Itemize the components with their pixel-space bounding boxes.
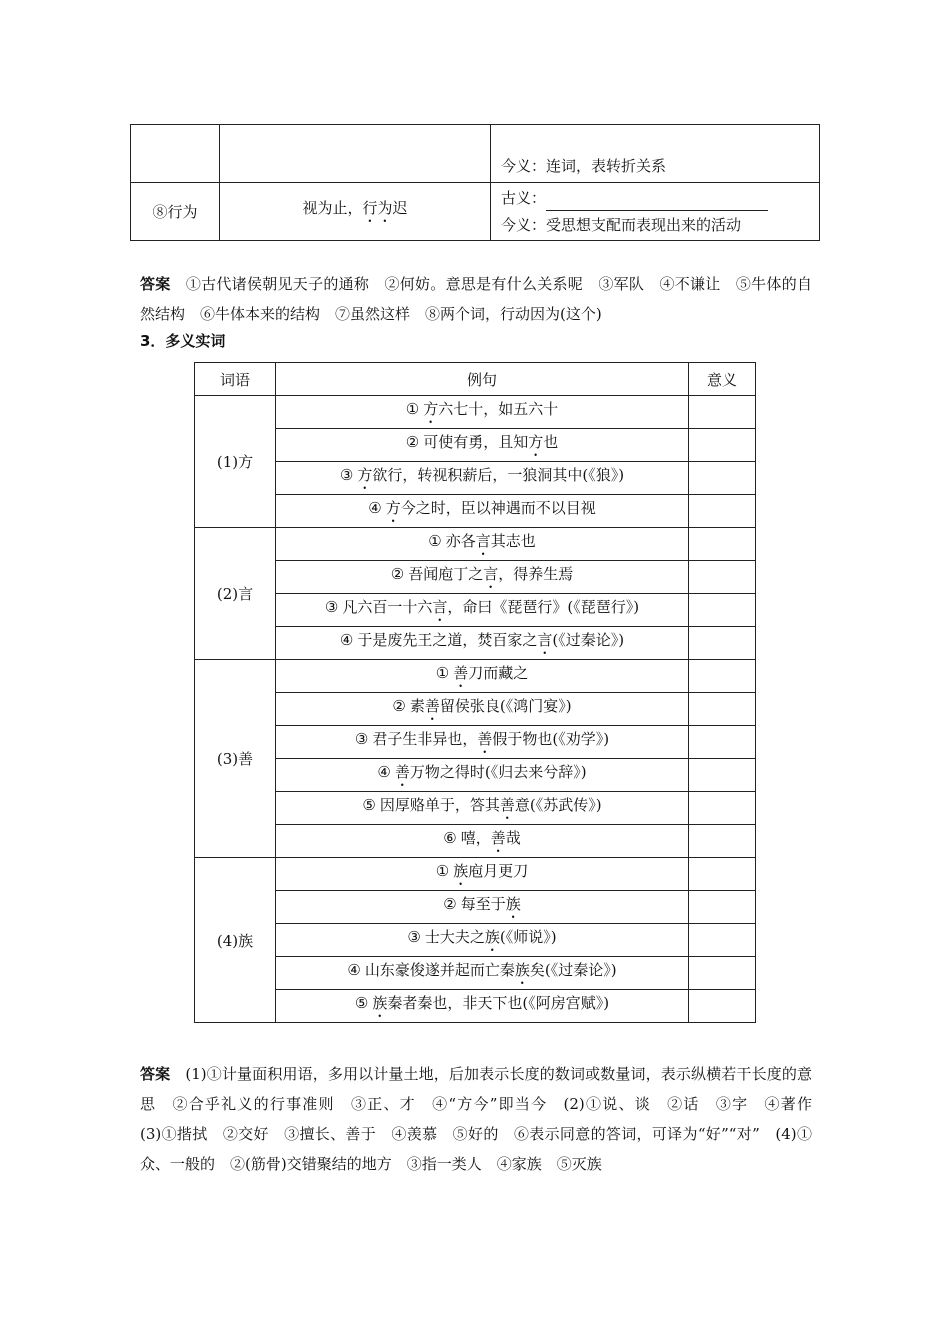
fill-blank	[546, 196, 768, 211]
emphasized-char: 善	[477, 729, 493, 748]
emphasized-char: 善	[499, 795, 515, 814]
example-text: 每至于	[460, 894, 506, 913]
example-number: ④	[368, 498, 382, 517]
example-text: 因厚赂单于，答其	[379, 795, 500, 814]
example-text: (《过秦论》)	[552, 630, 625, 649]
meaning-cell	[689, 891, 756, 924]
example-text: 可使有勇，且知	[423, 432, 529, 451]
example-cell	[276, 891, 689, 924]
emphasized-char: 族	[514, 960, 530, 979]
emphasized-char: 善	[490, 828, 506, 847]
example-cell	[276, 858, 689, 891]
example-text: 嘻，	[460, 828, 491, 847]
meaning-cell	[689, 858, 756, 891]
meaning-cell	[689, 726, 756, 759]
meaning-cell	[689, 429, 756, 462]
table-row	[195, 858, 756, 891]
example-number: ②	[405, 432, 420, 451]
modern-meaning: 今义：受思想支配而表现出来的活动	[501, 215, 742, 234]
meaning-cell	[689, 792, 756, 825]
example-number: ⑤	[362, 795, 376, 814]
example-number: ④	[377, 762, 391, 781]
table-row	[195, 759, 756, 792]
header-meaning: 意义	[689, 363, 756, 396]
table-row	[195, 957, 756, 990]
emphasized-char: 言	[483, 564, 499, 583]
example-text: 六七十，如五六十	[438, 399, 559, 418]
emphasized-char: 族	[484, 927, 500, 946]
table-row	[195, 528, 756, 561]
meaning-cell	[689, 396, 756, 429]
table-row	[195, 495, 756, 528]
emphasized-char: 善	[424, 696, 440, 715]
example-number: ②	[390, 564, 405, 583]
meaning-cell	[689, 759, 756, 792]
example-text: 秦者秦也，非天下也(《阿房宫赋》)	[387, 993, 610, 1012]
emphasized-char: 言	[475, 531, 491, 550]
emphasized-char: 族	[372, 993, 388, 1012]
table-row	[195, 891, 756, 924]
section-title: 3．多义实词	[140, 332, 226, 350]
table-row	[195, 693, 756, 726]
table-row	[195, 627, 756, 660]
emphasized-char: 为	[377, 199, 393, 217]
example-text: 也	[543, 432, 559, 451]
example-cell	[276, 462, 689, 495]
example-cell	[276, 627, 689, 660]
example-text: ，得养生焉	[498, 564, 574, 583]
answer-label: 答案	[140, 1065, 171, 1083]
meaning-cell	[689, 660, 756, 693]
example-number: ③	[324, 597, 339, 616]
word-cell: (4)族	[195, 858, 276, 1023]
example-number: ⑤	[354, 993, 369, 1012]
meaning-cell	[689, 825, 756, 858]
example-text: 于是废先王之道，焚百家之	[357, 630, 538, 649]
table-row	[195, 924, 756, 957]
table-header-row	[195, 363, 756, 396]
example-number: ③	[339, 465, 354, 484]
example-number: ③	[354, 729, 369, 748]
table-row	[195, 825, 756, 858]
table-row	[195, 561, 756, 594]
example-number: ③	[407, 927, 421, 946]
table-row	[195, 594, 756, 627]
example-text: 刀而藏之	[468, 663, 529, 682]
header-word: 词语	[195, 363, 276, 396]
meaning-cell	[689, 924, 756, 957]
example-cell	[276, 957, 689, 990]
example-number: ⑥	[443, 828, 457, 847]
meaning-cell	[689, 990, 756, 1023]
meaning-cell	[689, 693, 756, 726]
example-text: 君子生非异也，	[372, 729, 478, 748]
emphasized-char: 言	[432, 597, 448, 616]
example-text: 假于物也(《劝学》)	[492, 729, 610, 748]
table-row	[195, 396, 756, 429]
table-row	[195, 792, 756, 825]
emphasized-char: 族	[505, 894, 521, 913]
example-cell: 视为止，行为迟	[220, 183, 491, 241]
emphasized-char: 善	[453, 663, 469, 682]
meaning-cell	[689, 561, 756, 594]
example-text: 庖月更刀	[468, 861, 529, 880]
example-text: 吾闻庖丁之	[408, 564, 484, 583]
example-cell	[276, 561, 689, 594]
emphasized-char: 言	[537, 630, 553, 649]
example-cell	[276, 990, 689, 1023]
example-text: 欲行，转视积薪后，一狼洞其中(《狼》)	[372, 465, 625, 484]
example-text: 亦各	[445, 531, 476, 550]
polysemy-table	[194, 362, 756, 1023]
example-text: 矣(《过秦论》)	[529, 960, 617, 979]
example-cell	[276, 825, 689, 858]
example-cell	[276, 396, 689, 429]
answer-block-2	[140, 1059, 828, 1179]
example-text: ，命曰《琵琶行》(《琵琶行》)	[447, 597, 640, 616]
example-text: 士大夫之	[424, 927, 485, 946]
example-text: 凡六百一十六	[342, 597, 433, 616]
example-text: 万物之得时(《归去来兮辞》)	[409, 762, 587, 781]
answer-block-1	[140, 269, 812, 329]
example-text: 素	[409, 696, 425, 715]
example-cell	[276, 660, 689, 693]
example-text: 意(《苏武传》)	[514, 795, 602, 814]
example-cell	[276, 495, 689, 528]
emphasized-char: 方	[357, 465, 373, 484]
emphasized-char: 方	[423, 399, 439, 418]
table-row	[131, 183, 820, 241]
example-text: 留侯张良(《鸿门宴》)	[439, 696, 572, 715]
example-number: ①	[435, 861, 450, 880]
meaning-cell	[689, 462, 756, 495]
modern-meaning-cell	[491, 125, 820, 183]
example-number: ①	[405, 399, 420, 418]
emphasized-char: 方	[385, 498, 401, 517]
table-row	[195, 726, 756, 759]
example-cell	[276, 528, 689, 561]
meaning-cell	[689, 957, 756, 990]
emphasized-char: 族	[453, 861, 469, 880]
example-number: ①	[435, 663, 450, 682]
example-text: 其志也	[490, 531, 536, 550]
table-row	[195, 429, 756, 462]
header-example: 例句	[276, 363, 689, 396]
answer-text: (1)①计量面积用语，多用以计量土地，后加表示长度的数词或数量词，表示纵横若干长度的意思 ②合乎礼义的行事准则 ③正、才 ④“方今”即当今 (2)①说、谈 ②话 ③字 ④著作 (3)①揩拭 ②交好 ③擅长、善于 ④羡慕 ⑤好的 ⑥表示同意的答词，可译为“好”“对” (4)①众、一般的 ②(筋骨)交错聚结的地方 ③指一类人 ④家族 ⑤灭族	[140, 1065, 828, 1173]
example-cell	[276, 759, 689, 792]
word-cell	[131, 125, 220, 183]
example-cell	[276, 792, 689, 825]
example-cell	[220, 125, 491, 183]
modern-meaning: 今义：连词，表转折关系	[501, 157, 667, 175]
word-cell: (3)善	[195, 660, 276, 858]
example-text: (《师说》)	[499, 927, 557, 946]
word-cell: ⑧行为	[131, 183, 220, 241]
example-number: ①	[428, 531, 442, 550]
meaning-cell	[689, 528, 756, 561]
example-cell	[276, 429, 689, 462]
word-cell: (2)言	[195, 528, 276, 660]
example-cell	[276, 594, 689, 627]
example-text: 今之时，臣以神遇而不以目视	[400, 498, 596, 517]
table-row	[195, 462, 756, 495]
ancient-meaning-label: 古义：	[501, 188, 547, 207]
word-cell: (1)方	[195, 396, 276, 528]
example-number: ②	[443, 894, 457, 913]
table-row	[195, 660, 756, 693]
word-meaning-table-top	[130, 124, 820, 241]
example-number: ④	[347, 960, 361, 979]
meaning-cell	[491, 183, 820, 241]
answer-label: 答案	[140, 275, 171, 293]
meaning-cell	[689, 594, 756, 627]
example-cell	[276, 726, 689, 759]
meaning-cell	[689, 495, 756, 528]
example-text: 哉	[505, 828, 521, 847]
example-number: ④	[339, 630, 354, 649]
table-row	[195, 990, 756, 1023]
meaning-cell	[689, 627, 756, 660]
example-cell	[276, 924, 689, 957]
table-row	[131, 125, 820, 183]
answer-text: ①古代诸侯朝见天子的通称 ②何妨。意思是有什么关系呢 ③军队 ④不谦让 ⑤牛体的自然结构 ⑥牛体本来的结构 ⑦虽然这样 ⑧两个词，行动因为(这个)	[140, 275, 812, 323]
example-text: 山东豪俊遂并起而亡秦	[364, 960, 515, 979]
example-number: ②	[392, 696, 406, 715]
emphasized-char: 方	[528, 432, 544, 451]
emphasized-char: 行	[362, 199, 378, 217]
example-cell	[276, 693, 689, 726]
emphasized-char: 善	[394, 762, 410, 781]
